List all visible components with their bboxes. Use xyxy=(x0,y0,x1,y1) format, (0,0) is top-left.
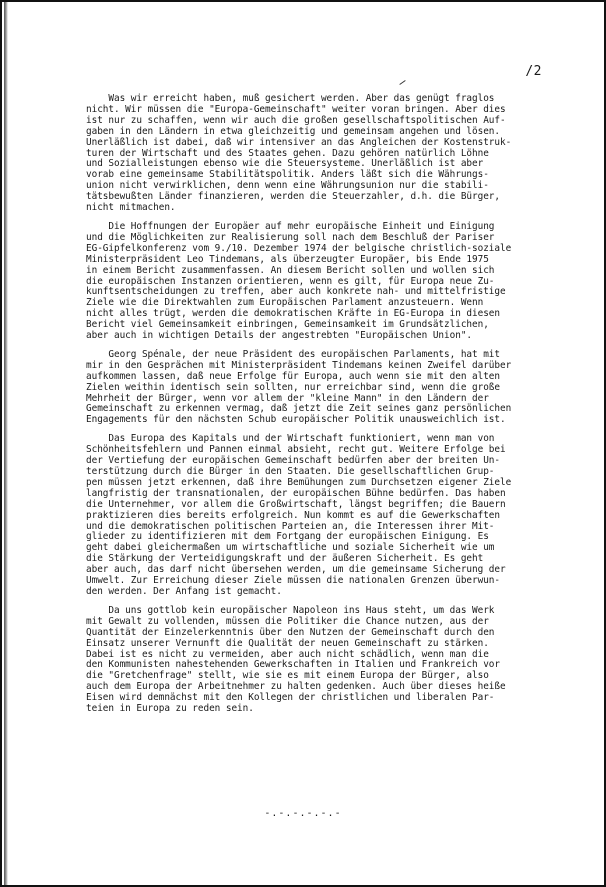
text-line: die Stärkung der Verteidigungskraft und der äußeren Sicherheit. Es geht xyxy=(86,553,484,565)
text-line: Engagements für den nächsten Schub europäischer Politik unausweichlich ist. xyxy=(86,414,506,426)
paragraph xyxy=(86,606,554,715)
pen-mark xyxy=(399,80,405,85)
text-line: Die Hoffnungen der Europäer auf mehr europäische Einheit und Einigung xyxy=(86,220,495,232)
paragraph xyxy=(86,94,554,214)
text-line: vorab eine gemeinsame Stabilitätspolitik. Anders läßt sich die Währungs- xyxy=(86,169,489,181)
text-line: den werden. Der Anfang ist gemacht. xyxy=(86,585,282,597)
text-line: Quantität der Einzelerkenntnis über den Nutzen der Gemeinschaft durch den xyxy=(86,626,495,638)
text-line: Gemeinschaft zu erkennen vermag, daß jetzt die Zeit seines ganz persönlichen xyxy=(86,403,512,415)
text-line: Georg Spénale, der neue Präsident des europäischen Parlaments, hat mit xyxy=(86,348,500,360)
page-number: /2 xyxy=(525,64,542,79)
text-line: Was wir erreicht haben, muß gesichert werden. Aber das genügt fraglos xyxy=(86,93,495,104)
text-line: die europäischen Instanzen orientieren, wenn es gilt, für Europa neue Zu- xyxy=(86,275,495,287)
text-line: auch dem Europa der Arbeitnehmer zu halten gedenken. Auch über dieses heiße xyxy=(86,681,506,693)
text-line: und Sozialleistungen ebenso wie die Steuersysteme. Unerläßlich ist aber xyxy=(86,158,484,170)
text-line: Schönheitsfehlern und Pannen einmal absieht, recht gut. Weitere Erfolge bei xyxy=(86,444,506,456)
text-line: Zielen weithin identisch sein sollten, nur erreichbar sind, wenn die große xyxy=(86,381,500,393)
text-line: terstützung durch die Bürger in den Staaten. Die gesellschaftlichen Grup- xyxy=(86,466,495,477)
text-line: nicht. Wir müssen die "Europa-Gemeinschaft" weiter voran bringen. Aber dies xyxy=(86,103,506,115)
paragraph xyxy=(86,222,554,342)
text-line: aufkommen lassen, daß neue Erfolge für Europa, auch wenn sie mit den alten xyxy=(86,370,500,382)
text-line: Eisen wird demnächst mit den Kollegen der christlichen und liberalen Par- xyxy=(86,692,495,704)
text-line: teien in Europa zu reden sein. xyxy=(86,703,254,715)
text-line: und die demokratischen politischen Parteien an, die Interessen ihrer Mit- xyxy=(86,520,495,532)
text-line: turen der Wirtschaft und des Staates gehen. Dazu gehören natürlich Löhne xyxy=(86,147,489,159)
text-line: Ziele wie die Direktwahlen zum Europäischen Parlament anzusteuern. Wenn xyxy=(86,297,484,309)
text-line: geht dabei gleichermaßen um wirtschaftliche und soziale Sicherheit wie um xyxy=(86,542,495,554)
text-line: mit Gewalt zu vollenden, müssen die Politiker die Chance nutzen, aus der xyxy=(86,615,489,627)
text-line: ist nur zu schaffen, wenn wir auch die großen gesellschaftspolitischen Auf- xyxy=(86,114,506,126)
text-line: praktizieren dies bereits erfolgreich. Nun kommt es auf die Gewerkschaften xyxy=(86,509,500,521)
text-line: Umwelt. Zur Erreichung dieser Ziele müssen die nationalen Grenzen überwun- xyxy=(86,575,500,587)
text-line: Einsatz unserer Vernunft die Qualität der neuen Gemeinschaft zu stärken. xyxy=(86,637,489,649)
text-line: union nicht verwirklichen, denn wenn eine Währungsunion nur die stabili- xyxy=(86,180,489,192)
text-line: Unerläßlich ist dabei, daß wir intensiver an das Angleichen der Kostenstruk- xyxy=(86,136,512,148)
text-line: Bericht viel Gemeinsamkeit einbringen, Gemeinsamkeit im Grundsätzlichen, xyxy=(86,319,489,331)
text-line: die Unternehmer, vor allem die Großwirtschaft, längst begriffen; die Bauern xyxy=(86,498,506,510)
text-line: kunftsentscheidungen zu treffen, aber auch konkrete nah- und mittelfristige xyxy=(86,286,506,298)
scan-edge-shadow xyxy=(4,2,8,885)
text-line: und die Möglichkeiten zur Realisierung soll nach dem Beschluß der Pariser xyxy=(86,231,495,243)
text-line: in einem Bericht zusammenfassen. An diesem Bericht sollen und wollen sich xyxy=(86,264,495,276)
text-line: nicht alles trügt, werden die demokratischen Kräfte in EG-Europa in diesen xyxy=(86,308,500,320)
text-line: Mehrheit der Bürger, wenn vor allem der "kleine Mann" in den Ländern der xyxy=(86,392,489,404)
text-line: pen müssen jetzt erkennen, daß ihre Bemühungen zum Durchsetzen eigener Ziele xyxy=(86,476,512,488)
text-line: Das Europa des Kapitals und der Wirtschaft funktioniert, wenn man von xyxy=(86,433,495,445)
text-line: Dabei ist es nicht zu vermeiden, aber auch nicht schädlich, wenn man die xyxy=(86,648,489,660)
text-line: glieder zu identifizieren mit dem Fortgang der europäischen Einigung. Es xyxy=(86,531,489,543)
text-line: nicht mitmachen. xyxy=(86,202,176,214)
text-line: gaben in den Ländern in etwa gleichzeitig und gemeinsam angehen und lösen. xyxy=(86,125,500,137)
text-line: mir in den Gesprächen mit Ministerpräsident Tindemans keinen Zweifel darüber xyxy=(86,359,512,371)
text-line: aber auch, das darf nicht übersehen werden, um die gemeinsame Sicherung der xyxy=(86,564,506,576)
text-line: den Kommunisten nahestehenden Gewerkschaften in Italien und Frankreich vor xyxy=(86,659,500,671)
body-text xyxy=(86,94,554,723)
paragraph xyxy=(86,350,554,426)
text-line: die "Gretchenfrage" stellt, wie sie es mit einem Europa der Bürger, also xyxy=(86,670,489,682)
text-line: EG-Gipfelkonferenz vom 9./10. Dezember 1974 der belgische christlich-soziale xyxy=(86,242,512,254)
text-line: Ministerpräsident Leo Tindemans, als überzeugter Europäer, bis Ende 1975 xyxy=(86,253,489,265)
text-line: tätsbewußten Länder finanzieren, werden die Steuerzahler, d.h. die Bürger, xyxy=(86,191,500,203)
text-line: der Vertiefung der europäischen Gemeinschaft bedürfen aber der breiten Un- xyxy=(86,455,500,467)
text-line: langfristig der transnationalen, der europäischen Bühne bedürfen. Das haben xyxy=(86,487,506,499)
paragraph xyxy=(86,434,554,598)
closing-mark: -.-.-.-.-.- xyxy=(264,808,342,819)
text-line: aber auch in wichtigen Details der angestrebten "Europäischen Union". xyxy=(86,330,473,342)
text-line: Da uns gottlob kein europäischer Napoleon ins Haus steht, um das Werk xyxy=(86,604,495,616)
